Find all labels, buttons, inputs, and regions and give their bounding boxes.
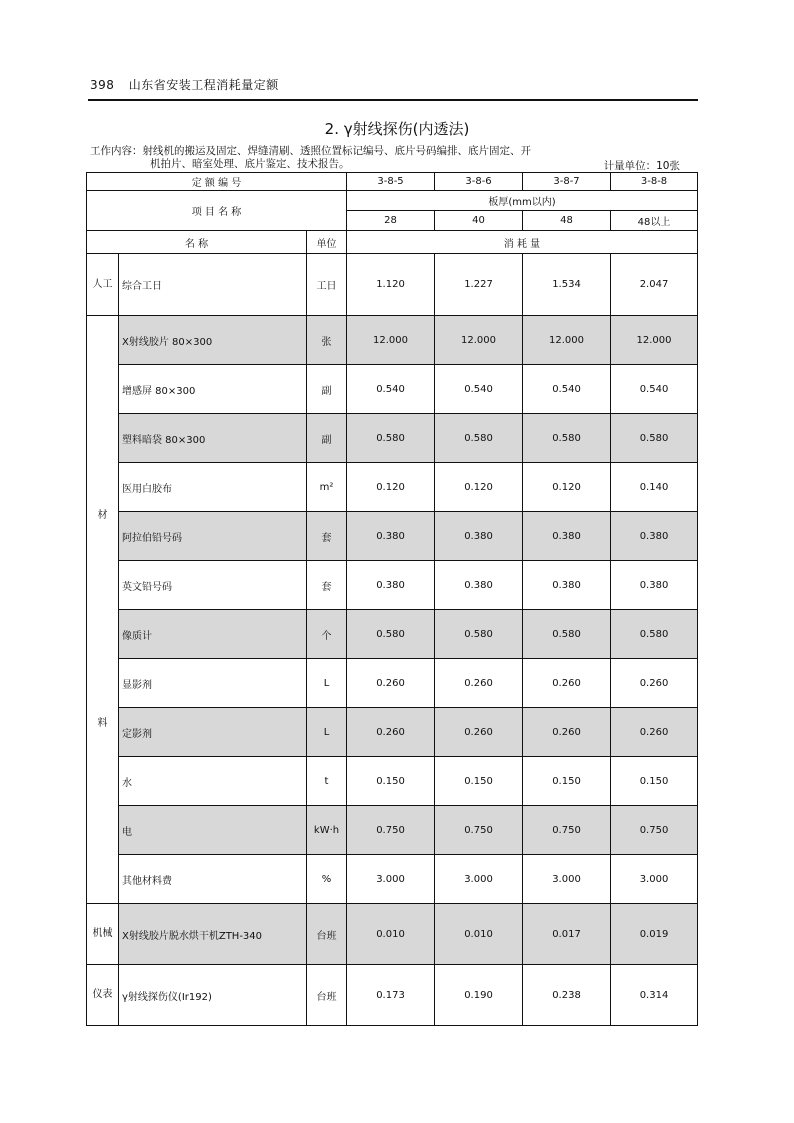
item-value: 0.314	[611, 965, 698, 1026]
item-value: 12.000	[347, 316, 435, 365]
quota-table	[86, 172, 698, 1026]
item-value: 3.000	[347, 855, 435, 904]
item-value: 1.534	[523, 254, 611, 316]
item-value: 0.380	[347, 512, 435, 561]
item-name: 英文铅号码	[119, 561, 307, 610]
quota-code: 3-8-5	[347, 173, 435, 191]
item-name-label: 项 目 名 称	[87, 191, 347, 231]
item-value: 12.000	[523, 316, 611, 365]
unit-header: 单位	[307, 231, 347, 254]
item-unit: 套	[307, 561, 347, 610]
quota-code: 3-8-7	[523, 173, 611, 191]
thickness-value: 40	[435, 211, 523, 231]
item-value: 0.380	[611, 512, 698, 561]
item-value: 0.380	[523, 512, 611, 561]
consumption-header: 消 耗 量	[347, 231, 698, 254]
item-value: 0.150	[611, 757, 698, 806]
item-unit: L	[307, 659, 347, 708]
item-name: 电	[119, 806, 307, 855]
item-unit: 副	[307, 365, 347, 414]
item-value: 0.120	[435, 463, 523, 512]
item-name: 像质计	[119, 610, 307, 659]
item-value: 0.540	[435, 365, 523, 414]
item-name: 增感屏 80×300	[119, 365, 307, 414]
item-value: 0.150	[523, 757, 611, 806]
page-number: 398	[90, 78, 115, 92]
item-value: 0.580	[435, 414, 523, 463]
item-unit: t	[307, 757, 347, 806]
item-value: 0.260	[523, 708, 611, 757]
quota-code-label: 定 额 编 号	[87, 173, 347, 191]
item-value: 0.260	[611, 708, 698, 757]
name-header: 名 称	[87, 231, 307, 254]
item-value: 0.010	[347, 904, 435, 965]
item-value: 0.580	[523, 610, 611, 659]
item-value: 0.150	[347, 757, 435, 806]
category-instrument: 仪表	[87, 965, 119, 1026]
quota-code: 3-8-8	[611, 173, 698, 191]
item-value: 0.260	[347, 708, 435, 757]
item-value: 0.750	[347, 806, 435, 855]
thickness-label: 板厚(mm以内)	[347, 191, 698, 211]
item-name: 其他材料费	[119, 855, 307, 904]
category-material	[87, 316, 119, 904]
item-value: 0.580	[523, 414, 611, 463]
item-value: 0.260	[523, 659, 611, 708]
item-unit: 张	[307, 316, 347, 365]
item-value: 0.750	[611, 806, 698, 855]
item-name: 阿拉伯铅号码	[119, 512, 307, 561]
item-value: 3.000	[523, 855, 611, 904]
book-title: 山东省安装工程消耗量定额	[128, 78, 279, 92]
item-name: X射线胶片 80×300	[119, 316, 307, 365]
item-value: 3.000	[611, 855, 698, 904]
item-value: 12.000	[435, 316, 523, 365]
category-labor: 人工	[87, 254, 119, 316]
item-value: 0.380	[523, 561, 611, 610]
work-content-line-2: 机拍片、暗室处理、底片鉴定、技术报告。	[150, 158, 350, 170]
item-value: 0.750	[523, 806, 611, 855]
item-value: 0.380	[435, 512, 523, 561]
item-name: γ射线探伤仪(Ir192)	[119, 965, 307, 1026]
item-value: 0.580	[435, 610, 523, 659]
item-value: 1.227	[435, 254, 523, 316]
item-value: 0.019	[611, 904, 698, 965]
item-unit: m²	[307, 463, 347, 512]
item-name: 定影剂	[119, 708, 307, 757]
thickness-value: 48以上	[611, 211, 698, 231]
thickness-value: 48	[523, 211, 611, 231]
item-value: 0.380	[611, 561, 698, 610]
item-value: 0.238	[523, 965, 611, 1026]
item-value: 0.580	[611, 610, 698, 659]
item-name: 医用白胶布	[119, 463, 307, 512]
item-value: 0.140	[611, 463, 698, 512]
item-value: 0.580	[611, 414, 698, 463]
item-value: 0.120	[523, 463, 611, 512]
item-value: 1.120	[347, 254, 435, 316]
item-value: 0.173	[347, 965, 435, 1026]
item-name: 塑料暗袋 80×300	[119, 414, 307, 463]
measure-unit: 计量单位：10张	[603, 160, 680, 172]
item-value: 0.260	[435, 659, 523, 708]
item-value: 0.580	[347, 414, 435, 463]
item-name: 水	[119, 757, 307, 806]
section-title: 2. γ射线探伤(内透法)	[324, 120, 470, 138]
item-unit: 台班	[307, 904, 347, 965]
item-value: 0.260	[435, 708, 523, 757]
item-value: 0.380	[435, 561, 523, 610]
item-value: 0.017	[523, 904, 611, 965]
item-value: 0.380	[347, 561, 435, 610]
item-unit: L	[307, 708, 347, 757]
item-name: 综合工日	[119, 254, 307, 316]
thickness-value: 28	[347, 211, 435, 231]
item-unit: kW·h	[307, 806, 347, 855]
work-content-line-1: 工作内容：射线机的搬运及固定、焊缝清刷、透照位置标记编号、底片号码编排、底片固定、开	[90, 145, 531, 157]
item-value: 0.540	[523, 365, 611, 414]
item-unit: %	[307, 855, 347, 904]
item-value: 0.750	[435, 806, 523, 855]
item-unit: 个	[307, 610, 347, 659]
item-unit: 工日	[307, 254, 347, 316]
item-value: 0.150	[435, 757, 523, 806]
quota-code: 3-8-6	[435, 173, 523, 191]
header-rule	[88, 99, 698, 101]
item-value: 0.190	[435, 965, 523, 1026]
item-name: X射线胶片脱水烘干机ZTH-340	[119, 904, 307, 965]
item-value: 3.000	[435, 855, 523, 904]
category-material-bottom: 料	[97, 718, 108, 729]
item-value: 0.120	[347, 463, 435, 512]
item-unit: 套	[307, 512, 347, 561]
page-header	[90, 76, 279, 93]
item-value: 0.260	[347, 659, 435, 708]
item-unit: 台班	[307, 965, 347, 1026]
item-value: 0.580	[347, 610, 435, 659]
item-value: 0.540	[611, 365, 698, 414]
item-value: 0.260	[611, 659, 698, 708]
item-unit: 副	[307, 414, 347, 463]
item-value: 2.047	[611, 254, 698, 316]
item-value: 0.010	[435, 904, 523, 965]
category-material-top: 材	[97, 510, 108, 521]
item-value: 0.540	[347, 365, 435, 414]
item-value: 12.000	[611, 316, 698, 365]
category-machine: 机械	[87, 904, 119, 965]
item-name: 显影剂	[119, 659, 307, 708]
